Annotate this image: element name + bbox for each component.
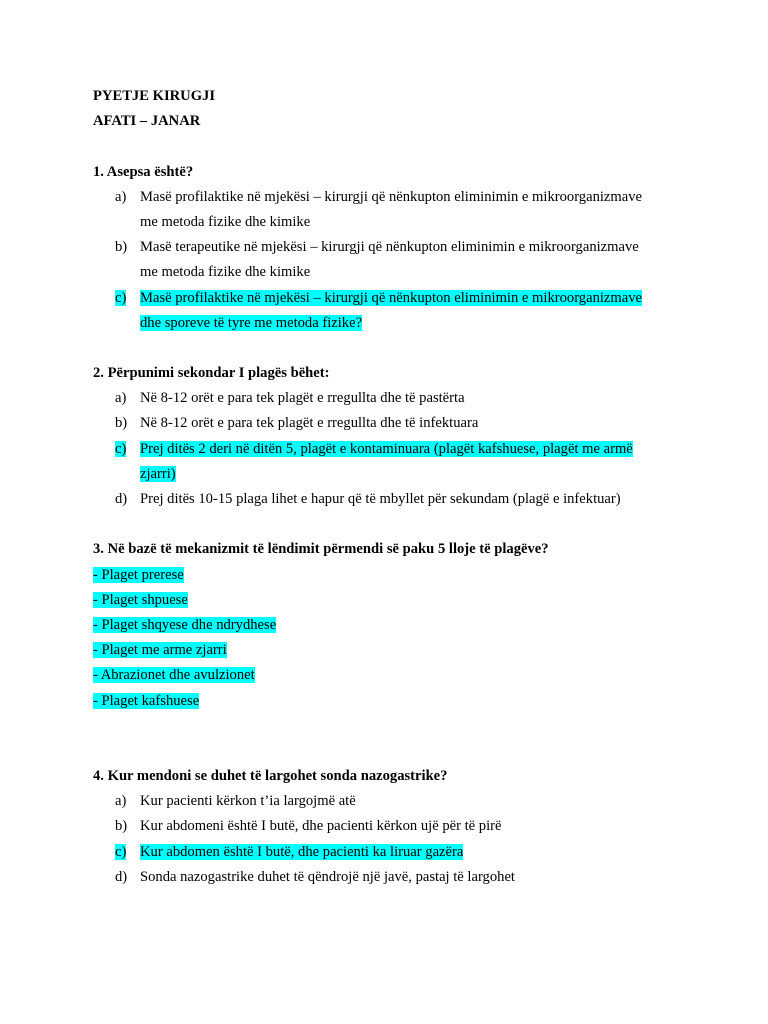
q2-option-d [93,487,693,512]
document-title: PYETJE KIRUGJI [93,88,216,104]
question-4: 4. Kur mendoni se duhet të largohet sonda nazogastrike? [93,768,448,785]
answer-item: - Plaget me arme zjarri [93,642,227,659]
answer-item: - Plaget shqyese dhe ndrydhese [93,616,277,633]
option-text: Në 8-12 orët e para tek plagët e rregullta dhe të pastërta [140,390,465,407]
q4-option-a [93,789,693,814]
q4-option-b [93,814,693,839]
answer-item: - Abrazionet dhe avulzionet [93,667,255,684]
option-text-highlighted: Kur abdomen është I butë, dhe pacienti ka liruar gazëra [140,843,464,860]
option-letter: c) [115,843,127,860]
answer-item: - Plaget prerese [93,566,184,583]
option-letter: c) [115,289,127,306]
option-text: Në 8-12 orët e para tek plagët e rregullta dhe të infektuara [140,415,479,432]
option-letter: b) [115,415,128,432]
q2-option-a [93,386,693,411]
question-3: 3. Në bazë të mekanizmit të lëndimit përmendi së paku 5 lloje të plagëve? [93,541,549,558]
option-letter: b) [115,818,128,835]
option-text: Kur abdomeni është I butë, dhe pacienti kërkon ujë për të pirë [140,818,502,835]
option-text: Sonda nazogastrike duhet të qëndrojë një javë, pastaj të largohet [140,868,515,885]
option-text: me metoda fizike dhe kimike [140,213,311,230]
option-letter: a) [115,188,127,205]
q1-option-b [93,235,693,285]
option-text: Masë profilaktike në mjekësi – kirurgji që nënkupton eliminimin e mikroorganizmave [140,188,643,205]
option-letter: d) [115,491,128,507]
option-text: Kur pacienti kërkon t’ia largojmë atë [140,793,356,810]
q2-option-b [93,411,693,436]
q1-option-c-answer [93,286,693,336]
option-letter: a) [115,390,127,407]
option-text-highlighted: dhe sporeve të tyre me metoda fizike? [140,314,363,331]
answer-item: - Plaget shpuese [93,591,188,608]
document-subtitle: AFATI – JANAR [93,113,201,130]
option-text: Prej ditës 10-15 plaga lihet e hapur që të mbyllet për sekundam (plagë e infektuar) [140,491,621,507]
q2-option-c-answer [93,437,693,487]
option-letter: a) [115,793,127,810]
option-text: me metoda fizike dhe kimike [140,264,311,281]
answer-item: - Plaget kafshuese [93,692,200,709]
q4-option-c-answer [93,840,693,865]
q1-option-a [93,185,693,235]
option-letter: d) [115,868,128,885]
option-text: Masë terapeutike në mjekësi – kirurgji që nënkupton eliminimin e mikroorganizmave [140,239,639,256]
option-text-highlighted: Prej ditës 2 deri në ditën 5, plagët e kontaminuara (plagët kafshuese, plagët me armë [140,440,633,457]
option-text-highlighted: zjarri) [140,465,176,482]
option-letter: c) [115,440,127,457]
question-1: 1. Asepsa është? [93,163,194,180]
option-text-highlighted: Masë profilaktike në mjekësi – kirurgji që nënkupton eliminimin e mikroorganizmave [140,289,643,306]
option-letter: b) [115,239,128,256]
document-page [93,84,693,890]
q4-option-d [93,865,693,890]
question-2: 2. Përpunimi sekondar I plagës bëhet: [93,365,330,382]
